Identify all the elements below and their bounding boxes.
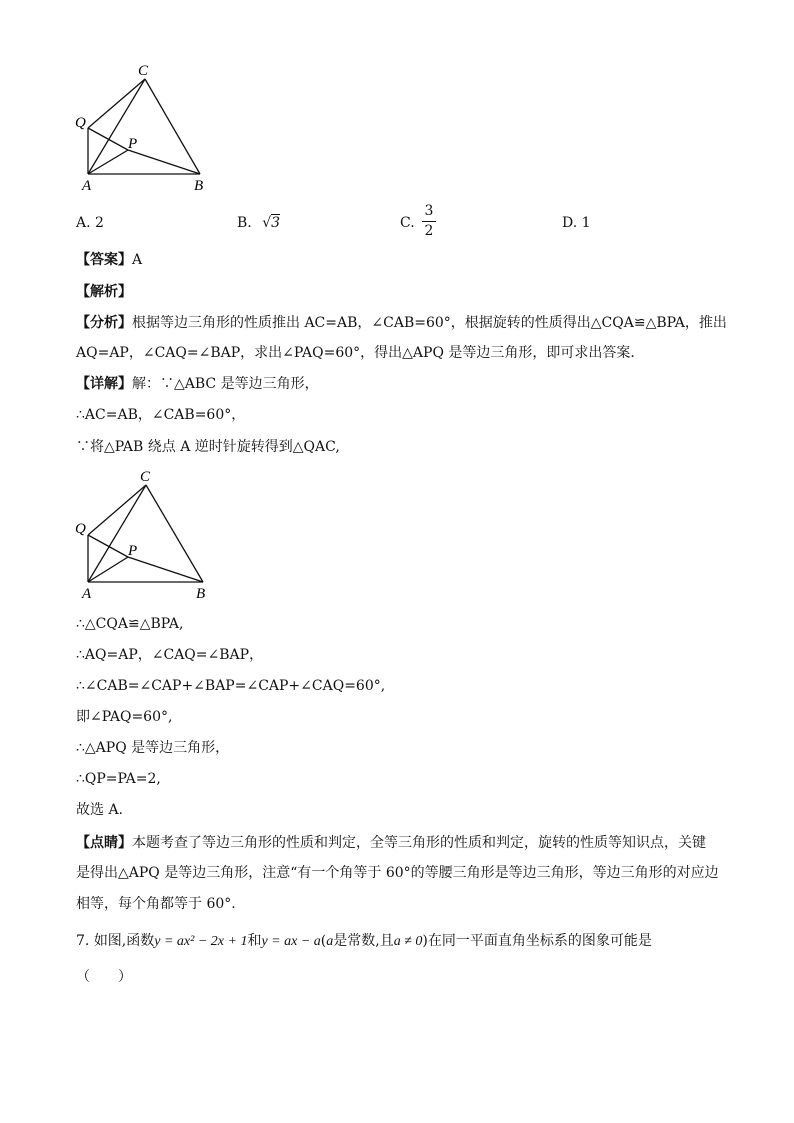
cond-expr: a ≠ 0 [393, 934, 423, 949]
step-1: ∴△CQA≌△BPA, [76, 616, 184, 632]
option-b [237, 213, 280, 233]
question-and: 和 [247, 933, 262, 949]
sqrt-symbol: √ [262, 215, 272, 231]
step-2: ∴AQ=AP，∠CAQ=∠BAP， [76, 647, 264, 663]
segment-ap [88, 557, 128, 582]
label-b: B [194, 178, 204, 194]
triangle-figure-1 [70, 58, 220, 198]
answer-text: A [132, 252, 143, 268]
label-q: Q [75, 521, 86, 537]
label-c: C [140, 469, 151, 485]
fraction-numerator: 3 [424, 203, 434, 219]
label-q: Q [75, 115, 86, 131]
segment-qp [88, 128, 128, 150]
answer-label: 【答案】 [76, 252, 132, 268]
option-c-prefix: C. [400, 215, 415, 231]
option-a: A. 2 [76, 215, 104, 231]
step-4: 即∠PAQ=60°, [76, 709, 173, 725]
segment-bc [145, 79, 200, 174]
comment-text-1: 本题考查了等边三角形的性质和判定，全等三角形的性质和判定，旋转的性质等知识点，关键 [132, 835, 706, 851]
segment-bc [146, 485, 203, 582]
answer-line [76, 250, 142, 270]
comment-line-3: 相等，每个角都等于 60°. [76, 896, 236, 912]
segment-pb [128, 150, 200, 174]
cond-text: 是常数,且 [333, 933, 394, 949]
comment-line-2: 是得出△APQ 是等边三角形，注意“有一个角等于 60°的等腰三角形是等边三角形，等边三角形的对应边 [76, 865, 719, 881]
fenxi-line-1 [76, 313, 727, 333]
analysis-title: 【解析】 [76, 284, 132, 300]
segment-ac [88, 79, 145, 174]
segment-ac [88, 485, 146, 582]
label-c: C [138, 63, 149, 79]
radicand: 3 [271, 215, 281, 231]
fenxi-line-2: AQ=AP，∠CAQ=∠BAP，求出∠PAQ=60°，得出△APQ 是等边三角形，即可求出答案． [76, 345, 645, 361]
segment-qc [88, 485, 146, 535]
label-p: P [128, 543, 138, 559]
question-intro: 如图,函数 [93, 933, 155, 949]
comment-label: 【点睛】 [76, 835, 132, 851]
detail-line-3: ∵将△PAB 绕点 A 逆时针旋转得到△QAC, [76, 439, 340, 455]
fenxi-label: 【分析】 [76, 315, 132, 331]
step-3: ∴∠CAB=∠CAP+∠BAP=∠CAP+∠CAQ=60°, [76, 678, 386, 694]
cond-close: )在同一平面直角坐标系的图象可能是 [422, 933, 652, 949]
detail-line-2: ∴AC=AB，∠CAB=60°， [76, 407, 246, 423]
triangle-figure-2 [70, 466, 220, 606]
segment-qc [88, 79, 145, 128]
function-2: y = ax − a [261, 934, 321, 949]
segment-pb [128, 557, 203, 582]
label-p: P [128, 136, 138, 152]
fenxi-text-1: 根据等边三角形的性质推出 AC=AB，∠CAB=60°，根据旋转的性质得出△CQA≌△BPA，推出 [132, 315, 727, 331]
label-b: B [196, 586, 206, 602]
label-a: A [82, 178, 92, 194]
option-d: D. 1 [562, 215, 591, 231]
comment-line-1 [76, 833, 706, 853]
question-number: 7. [76, 933, 90, 949]
function-1: y = ax² − 2x + 1 [154, 934, 248, 949]
segment-qp [88, 535, 128, 557]
option-c-fraction [422, 203, 436, 240]
option-b-prefix: B. [237, 215, 252, 231]
question-7-line-1 [76, 931, 652, 952]
detail-label: 【详解】 [76, 376, 132, 392]
cond-a: a [326, 934, 334, 949]
cond-open: ( [320, 933, 327, 949]
step-5: ∴△APQ 是等边三角形， [76, 740, 230, 756]
detail-text-1: 解：∵△ABC 是等边三角形， [132, 376, 319, 392]
detail-line-1 [76, 374, 319, 394]
label-a: A [82, 586, 92, 602]
question-7-paren: （ ） [76, 969, 132, 985]
step-7: 故选 A. [76, 802, 124, 818]
fraction-denominator: 2 [424, 223, 434, 239]
segment-ap [88, 150, 128, 174]
step-6: ∴QP=PA=2, [76, 771, 161, 787]
